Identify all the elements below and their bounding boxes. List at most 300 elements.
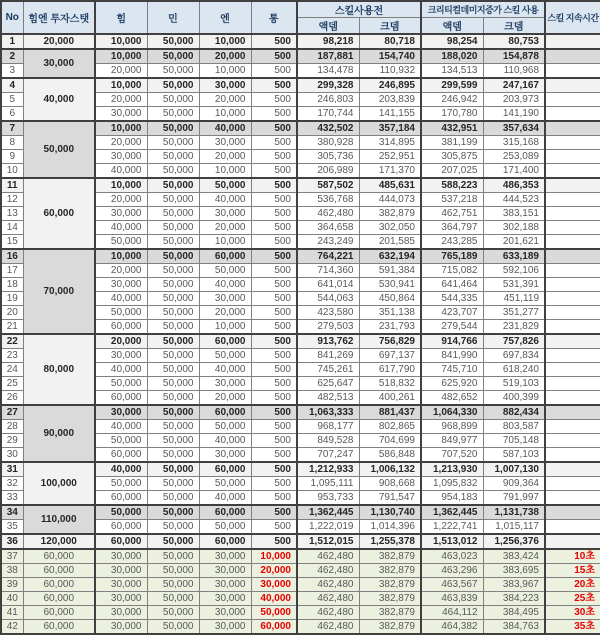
cell-atk-dmg-before[interactable]: 187,881 [297, 49, 359, 64]
cell-atk-dmg-after[interactable]: 423,707 [421, 306, 483, 320]
cell-min[interactable]: 50,000 [147, 221, 199, 235]
cell-him[interactable]: 60,000 [95, 320, 147, 335]
cell-crit-dmg-before[interactable]: 530,941 [359, 278, 421, 292]
cell-crit-dmg-after[interactable]: 315,168 [483, 136, 545, 150]
cell-tong[interactable]: 500 [251, 363, 297, 377]
cell-crit-dmg-after[interactable]: 909,364 [483, 477, 545, 491]
cell-crit-dmg-before[interactable]: 881,437 [359, 405, 421, 420]
cell-atk-dmg-before[interactable]: 953,733 [297, 491, 359, 506]
cell-no[interactable]: 10 [1, 164, 23, 179]
cell-him[interactable]: 40,000 [95, 164, 147, 179]
cell-en[interactable]: 20,000 [199, 391, 251, 406]
cell-tong[interactable]: 40,000 [251, 592, 297, 606]
cell-tong[interactable]: 500 [251, 306, 297, 320]
cell-duration[interactable]: 35초 [545, 620, 600, 635]
cell-min[interactable]: 50,000 [147, 34, 199, 49]
cell-crit-dmg-after[interactable]: 247,167 [483, 78, 545, 93]
cell-him[interactable]: 60,000 [95, 534, 147, 549]
cell-tong[interactable]: 500 [251, 434, 297, 448]
cell-no[interactable]: 36 [1, 534, 23, 549]
cell-min[interactable]: 50,000 [147, 420, 199, 434]
cell-min[interactable]: 50,000 [147, 620, 199, 635]
cell-min[interactable]: 50,000 [147, 178, 199, 193]
cell-crit-dmg-before[interactable]: 231,793 [359, 320, 421, 335]
cell-no[interactable]: 19 [1, 292, 23, 306]
cell-atk-dmg-after[interactable]: 188,020 [421, 49, 483, 64]
cell-him[interactable]: 30,000 [95, 150, 147, 164]
cell-crit-dmg-before[interactable]: 382,879 [359, 564, 421, 578]
cell-no[interactable]: 25 [1, 377, 23, 391]
cell-him[interactable]: 60,000 [95, 448, 147, 463]
cell-invest-stat[interactable]: 60,000 [23, 178, 95, 249]
cell-tong[interactable]: 500 [251, 349, 297, 363]
cell-tong[interactable]: 500 [251, 164, 297, 179]
cell-duration[interactable] [545, 207, 600, 221]
cell-en[interactable]: 40,000 [199, 121, 251, 136]
cell-min[interactable]: 50,000 [147, 292, 199, 306]
cell-him[interactable]: 20,000 [95, 64, 147, 79]
cell-crit-dmg-after[interactable]: 171,400 [483, 164, 545, 179]
cell-crit-dmg-before[interactable]: 110,932 [359, 64, 421, 79]
cell-min[interactable]: 50,000 [147, 391, 199, 406]
cell-min[interactable]: 50,000 [147, 64, 199, 79]
cell-tong[interactable]: 10,000 [251, 549, 297, 564]
cell-min[interactable]: 50,000 [147, 549, 199, 564]
cell-no[interactable]: 33 [1, 491, 23, 506]
cell-duration[interactable] [545, 193, 600, 207]
cell-min[interactable]: 50,000 [147, 377, 199, 391]
cell-crit-dmg-before[interactable]: 1,014,396 [359, 520, 421, 535]
cell-crit-dmg-after[interactable]: 705,148 [483, 434, 545, 448]
cell-no[interactable]: 39 [1, 578, 23, 592]
cell-min[interactable]: 50,000 [147, 207, 199, 221]
cell-atk-dmg-before[interactable]: 246,803 [297, 93, 359, 107]
cell-en[interactable]: 10,000 [199, 164, 251, 179]
cell-atk-dmg-before[interactable]: 279,503 [297, 320, 359, 335]
cell-crit-dmg-before[interactable]: 485,631 [359, 178, 421, 193]
col-header-tong[interactable]: 통 [251, 1, 297, 34]
cell-crit-dmg-after[interactable]: 231,829 [483, 320, 545, 335]
cell-crit-dmg-before[interactable]: 444,073 [359, 193, 421, 207]
cell-tong[interactable]: 500 [251, 278, 297, 292]
cell-no[interactable]: 1 [1, 34, 23, 49]
cell-him[interactable]: 30,000 [95, 207, 147, 221]
cell-no[interactable]: 23 [1, 349, 23, 363]
cell-no[interactable]: 32 [1, 477, 23, 491]
cell-crit-dmg-after[interactable]: 80,753 [483, 34, 545, 49]
cell-no[interactable]: 14 [1, 221, 23, 235]
cell-min[interactable]: 50,000 [147, 320, 199, 335]
cell-no[interactable]: 8 [1, 136, 23, 150]
cell-atk-dmg-after[interactable]: 482,652 [421, 391, 483, 406]
cell-invest-stat[interactable]: 30,000 [23, 49, 95, 78]
cell-crit-dmg-before[interactable]: 171,370 [359, 164, 421, 179]
cell-him[interactable]: 40,000 [95, 462, 147, 477]
cell-duration[interactable] [545, 505, 600, 520]
cell-atk-dmg-after[interactable]: 765,189 [421, 249, 483, 264]
cell-him[interactable]: 50,000 [95, 377, 147, 391]
cell-him[interactable]: 30,000 [95, 278, 147, 292]
cell-duration[interactable] [545, 477, 600, 491]
cell-crit-dmg-before[interactable]: 382,879 [359, 549, 421, 564]
cell-no[interactable]: 35 [1, 520, 23, 535]
cell-en[interactable]: 50,000 [199, 178, 251, 193]
cell-crit-dmg-before[interactable]: 791,547 [359, 491, 421, 506]
cell-atk-dmg-before[interactable]: 462,480 [297, 207, 359, 221]
cell-crit-dmg-after[interactable]: 154,878 [483, 49, 545, 64]
cell-atk-dmg-after[interactable]: 849,977 [421, 434, 483, 448]
cell-atk-dmg-before[interactable]: 462,480 [297, 549, 359, 564]
cell-no[interactable]: 11 [1, 178, 23, 193]
col-header-crit-dmg-before[interactable]: 크뎀 [359, 18, 421, 35]
cell-en[interactable]: 60,000 [199, 249, 251, 264]
cell-duration[interactable] [545, 462, 600, 477]
cell-atk-dmg-before[interactable]: 423,580 [297, 306, 359, 320]
cell-him[interactable]: 40,000 [95, 221, 147, 235]
cell-tong[interactable]: 30,000 [251, 578, 297, 592]
cell-tong[interactable]: 500 [251, 121, 297, 136]
cell-atk-dmg-after[interactable]: 246,942 [421, 93, 483, 107]
cell-crit-dmg-before[interactable]: 382,879 [359, 592, 421, 606]
cell-invest-stat[interactable]: 60,000 [23, 592, 95, 606]
cell-crit-dmg-before[interactable]: 1,006,132 [359, 462, 421, 477]
col-header-atk-dmg-before[interactable]: 액뎀 [297, 18, 359, 35]
cell-atk-dmg-before[interactable]: 913,762 [297, 334, 359, 349]
cell-duration[interactable] [545, 136, 600, 150]
cell-duration[interactable] [545, 306, 600, 320]
cell-crit-dmg-after[interactable]: 531,391 [483, 278, 545, 292]
cell-atk-dmg-before[interactable]: 764,221 [297, 249, 359, 264]
cell-crit-dmg-before[interactable]: 252,951 [359, 150, 421, 164]
cell-crit-dmg-after[interactable]: 519,103 [483, 377, 545, 391]
cell-atk-dmg-before[interactable]: 714,360 [297, 264, 359, 278]
cell-duration[interactable] [545, 93, 600, 107]
cell-no[interactable]: 26 [1, 391, 23, 406]
cell-min[interactable]: 50,000 [147, 193, 199, 207]
cell-atk-dmg-after[interactable]: 98,254 [421, 34, 483, 49]
cell-crit-dmg-before[interactable]: 382,879 [359, 620, 421, 635]
cell-tong[interactable]: 500 [251, 78, 297, 93]
cell-en[interactable]: 10,000 [199, 34, 251, 49]
cell-tong[interactable]: 500 [251, 334, 297, 349]
cell-him[interactable]: 10,000 [95, 121, 147, 136]
cell-crit-dmg-after[interactable]: 1,131,738 [483, 505, 545, 520]
cell-crit-dmg-after[interactable]: 351,277 [483, 306, 545, 320]
cell-atk-dmg-after[interactable]: 464,112 [421, 606, 483, 620]
cell-duration[interactable] [545, 405, 600, 420]
cell-crit-dmg-after[interactable]: 302,188 [483, 221, 545, 235]
cell-duration[interactable] [545, 391, 600, 406]
cell-tong[interactable]: 500 [251, 520, 297, 535]
cell-atk-dmg-before[interactable]: 536,768 [297, 193, 359, 207]
cell-tong[interactable]: 500 [251, 150, 297, 164]
cell-min[interactable]: 50,000 [147, 278, 199, 292]
cell-crit-dmg-before[interactable]: 357,184 [359, 121, 421, 136]
cell-him[interactable]: 40,000 [95, 292, 147, 306]
cell-duration[interactable] [545, 121, 600, 136]
cell-atk-dmg-before[interactable]: 707,247 [297, 448, 359, 463]
cell-no[interactable]: 34 [1, 505, 23, 520]
cell-en[interactable]: 30,000 [199, 292, 251, 306]
cell-min[interactable]: 50,000 [147, 349, 199, 363]
cell-en[interactable]: 30,000 [199, 448, 251, 463]
cell-duration[interactable] [545, 377, 600, 391]
cell-en[interactable]: 40,000 [199, 491, 251, 506]
cell-tong[interactable]: 500 [251, 448, 297, 463]
cell-min[interactable]: 50,000 [147, 434, 199, 448]
cell-no[interactable]: 3 [1, 64, 23, 79]
cell-en[interactable]: 60,000 [199, 462, 251, 477]
cell-min[interactable]: 50,000 [147, 592, 199, 606]
cell-atk-dmg-after[interactable]: 745,710 [421, 363, 483, 377]
cell-him[interactable]: 60,000 [95, 520, 147, 535]
cell-invest-stat[interactable]: 40,000 [23, 78, 95, 121]
cell-atk-dmg-after[interactable]: 841,990 [421, 349, 483, 363]
cell-invest-stat[interactable]: 60,000 [23, 564, 95, 578]
cell-duration[interactable] [545, 164, 600, 179]
cell-crit-dmg-before[interactable]: 80,718 [359, 34, 421, 49]
cell-crit-dmg-after[interactable]: 618,240 [483, 363, 545, 377]
cell-crit-dmg-before[interactable]: 246,895 [359, 78, 421, 93]
cell-atk-dmg-after[interactable]: 463,296 [421, 564, 483, 578]
cell-him[interactable]: 50,000 [95, 477, 147, 491]
cell-crit-dmg-after[interactable]: 1,256,376 [483, 534, 545, 549]
cell-atk-dmg-after[interactable]: 954,183 [421, 491, 483, 506]
cell-min[interactable]: 50,000 [147, 334, 199, 349]
cell-no[interactable]: 20 [1, 306, 23, 320]
cell-en[interactable]: 40,000 [199, 363, 251, 377]
cell-him[interactable]: 20,000 [95, 136, 147, 150]
cell-him[interactable]: 50,000 [95, 505, 147, 520]
cell-en[interactable]: 30,000 [199, 136, 251, 150]
cell-tong[interactable]: 500 [251, 249, 297, 264]
cell-him[interactable]: 10,000 [95, 78, 147, 93]
cell-atk-dmg-before[interactable]: 462,480 [297, 592, 359, 606]
col-header-crit-skill[interactable]: 크리티컬데미지증가 스킬 사용 [421, 1, 545, 18]
cell-min[interactable]: 50,000 [147, 564, 199, 578]
cell-crit-dmg-before[interactable]: 802,865 [359, 420, 421, 434]
cell-crit-dmg-after[interactable]: 201,621 [483, 235, 545, 250]
cell-atk-dmg-after[interactable]: 299,599 [421, 78, 483, 93]
cell-atk-dmg-before[interactable]: 462,480 [297, 564, 359, 578]
cell-tong[interactable]: 500 [251, 34, 297, 49]
cell-crit-dmg-after[interactable]: 384,495 [483, 606, 545, 620]
cell-atk-dmg-before[interactable]: 849,528 [297, 434, 359, 448]
cell-invest-stat[interactable]: 80,000 [23, 334, 95, 405]
cell-invest-stat[interactable]: 120,000 [23, 534, 95, 549]
cell-atk-dmg-after[interactable]: 1,362,445 [421, 505, 483, 520]
cell-tong[interactable]: 500 [251, 207, 297, 221]
col-header-invest-stat[interactable]: 힘엔 투자스탯 [23, 1, 95, 34]
cell-tong[interactable]: 500 [251, 193, 297, 207]
col-header-no[interactable]: No [1, 1, 23, 34]
cell-invest-stat[interactable]: 60,000 [23, 549, 95, 564]
cell-atk-dmg-after[interactable]: 432,951 [421, 121, 483, 136]
cell-atk-dmg-after[interactable]: 1,513,012 [421, 534, 483, 549]
cell-crit-dmg-after[interactable]: 592,106 [483, 264, 545, 278]
cell-crit-dmg-after[interactable]: 383,424 [483, 549, 545, 564]
cell-tong[interactable]: 500 [251, 534, 297, 549]
cell-en[interactable]: 50,000 [199, 264, 251, 278]
cell-duration[interactable] [545, 235, 600, 250]
cell-en[interactable]: 30,000 [199, 578, 251, 592]
cell-crit-dmg-before[interactable]: 518,832 [359, 377, 421, 391]
cell-no[interactable]: 2 [1, 49, 23, 64]
cell-crit-dmg-before[interactable]: 450,864 [359, 292, 421, 306]
cell-en[interactable]: 40,000 [199, 193, 251, 207]
cell-atk-dmg-before[interactable]: 544,063 [297, 292, 359, 306]
cell-him[interactable]: 30,000 [95, 592, 147, 606]
cell-crit-dmg-before[interactable]: 756,829 [359, 334, 421, 349]
cell-en[interactable]: 50,000 [199, 477, 251, 491]
cell-tong[interactable]: 500 [251, 93, 297, 107]
cell-tong[interactable]: 500 [251, 235, 297, 250]
cell-crit-dmg-after[interactable]: 757,826 [483, 334, 545, 349]
cell-no[interactable]: 12 [1, 193, 23, 207]
cell-tong[interactable]: 50,000 [251, 606, 297, 620]
cell-crit-dmg-before[interactable]: 400,261 [359, 391, 421, 406]
cell-no[interactable]: 22 [1, 334, 23, 349]
cell-crit-dmg-after[interactable]: 1,015,117 [483, 520, 545, 535]
cell-en[interactable]: 20,000 [199, 306, 251, 320]
cell-atk-dmg-before[interactable]: 462,480 [297, 578, 359, 592]
cell-atk-dmg-after[interactable]: 707,520 [421, 448, 483, 463]
cell-crit-dmg-after[interactable]: 383,967 [483, 578, 545, 592]
cell-crit-dmg-after[interactable]: 697,834 [483, 349, 545, 363]
cell-no[interactable]: 40 [1, 592, 23, 606]
cell-en[interactable]: 40,000 [199, 434, 251, 448]
cell-duration[interactable] [545, 292, 600, 306]
cell-en[interactable]: 50,000 [199, 420, 251, 434]
cell-crit-dmg-before[interactable]: 704,699 [359, 434, 421, 448]
cell-atk-dmg-before[interactable]: 170,744 [297, 107, 359, 122]
cell-crit-dmg-after[interactable]: 444,523 [483, 193, 545, 207]
cell-no[interactable]: 7 [1, 121, 23, 136]
cell-invest-stat[interactable]: 60,000 [23, 606, 95, 620]
cell-him[interactable]: 40,000 [95, 420, 147, 434]
cell-crit-dmg-after[interactable]: 383,151 [483, 207, 545, 221]
cell-crit-dmg-after[interactable]: 633,189 [483, 249, 545, 264]
cell-crit-dmg-after[interactable]: 587,103 [483, 448, 545, 463]
cell-crit-dmg-before[interactable]: 908,668 [359, 477, 421, 491]
cell-atk-dmg-after[interactable]: 463,023 [421, 549, 483, 564]
cell-atk-dmg-before[interactable]: 364,658 [297, 221, 359, 235]
cell-en[interactable]: 30,000 [199, 207, 251, 221]
cell-atk-dmg-after[interactable]: 1,222,741 [421, 520, 483, 535]
cell-en[interactable]: 30,000 [199, 564, 251, 578]
cell-min[interactable]: 50,000 [147, 306, 199, 320]
cell-tong[interactable]: 500 [251, 49, 297, 64]
cell-crit-dmg-before[interactable]: 382,879 [359, 207, 421, 221]
cell-atk-dmg-before[interactable]: 1,063,333 [297, 405, 359, 420]
cell-crit-dmg-after[interactable]: 141,190 [483, 107, 545, 122]
cell-crit-dmg-after[interactable]: 486,353 [483, 178, 545, 193]
cell-atk-dmg-after[interactable]: 364,797 [421, 221, 483, 235]
cell-atk-dmg-before[interactable]: 1,212,933 [297, 462, 359, 477]
cell-no[interactable]: 17 [1, 264, 23, 278]
cell-atk-dmg-after[interactable]: 968,899 [421, 420, 483, 434]
cell-en[interactable]: 10,000 [199, 107, 251, 122]
col-header-min[interactable]: 민 [147, 1, 199, 34]
cell-en[interactable]: 20,000 [199, 150, 251, 164]
cell-no[interactable]: 4 [1, 78, 23, 93]
cell-min[interactable]: 50,000 [147, 121, 199, 136]
cell-min[interactable]: 50,000 [147, 136, 199, 150]
cell-duration[interactable]: 10초 [545, 549, 600, 564]
cell-him[interactable]: 30,000 [95, 107, 147, 122]
cell-min[interactable]: 50,000 [147, 448, 199, 463]
cell-crit-dmg-after[interactable]: 383,695 [483, 564, 545, 578]
cell-atk-dmg-before[interactable]: 134,478 [297, 64, 359, 79]
cell-crit-dmg-before[interactable]: 1,255,378 [359, 534, 421, 549]
cell-no[interactable]: 38 [1, 564, 23, 578]
cell-min[interactable]: 50,000 [147, 78, 199, 93]
cell-atk-dmg-after[interactable]: 1,213,930 [421, 462, 483, 477]
cell-atk-dmg-after[interactable]: 588,223 [421, 178, 483, 193]
cell-atk-dmg-after[interactable]: 1,064,330 [421, 405, 483, 420]
cell-atk-dmg-before[interactable]: 745,261 [297, 363, 359, 377]
cell-him[interactable]: 50,000 [95, 434, 147, 448]
cell-atk-dmg-before[interactable]: 1,362,445 [297, 505, 359, 520]
cell-no[interactable]: 41 [1, 606, 23, 620]
cell-min[interactable]: 50,000 [147, 107, 199, 122]
cell-atk-dmg-after[interactable]: 305,875 [421, 150, 483, 164]
cell-duration[interactable] [545, 264, 600, 278]
cell-min[interactable]: 50,000 [147, 505, 199, 520]
cell-crit-dmg-after[interactable]: 451,119 [483, 292, 545, 306]
cell-crit-dmg-before[interactable]: 697,137 [359, 349, 421, 363]
cell-him[interactable]: 10,000 [95, 49, 147, 64]
cell-en[interactable]: 60,000 [199, 334, 251, 349]
cell-duration[interactable] [545, 64, 600, 79]
cell-min[interactable]: 50,000 [147, 235, 199, 250]
cell-duration[interactable]: 25초 [545, 592, 600, 606]
cell-duration[interactable] [545, 534, 600, 549]
cell-tong[interactable]: 500 [251, 320, 297, 335]
cell-crit-dmg-before[interactable]: 632,194 [359, 249, 421, 264]
cell-atk-dmg-after[interactable]: 243,285 [421, 235, 483, 250]
cell-atk-dmg-before[interactable]: 462,480 [297, 606, 359, 620]
cell-him[interactable]: 30,000 [95, 549, 147, 564]
cell-min[interactable]: 50,000 [147, 534, 199, 549]
cell-min[interactable]: 50,000 [147, 93, 199, 107]
col-header-atk-dmg-after[interactable]: 액뎀 [421, 18, 483, 35]
cell-crit-dmg-after[interactable]: 253,089 [483, 150, 545, 164]
cell-crit-dmg-before[interactable]: 617,790 [359, 363, 421, 377]
cell-min[interactable]: 50,000 [147, 491, 199, 506]
cell-him[interactable]: 10,000 [95, 249, 147, 264]
cell-tong[interactable]: 500 [251, 491, 297, 506]
cell-duration[interactable] [545, 249, 600, 264]
cell-en[interactable]: 20,000 [199, 221, 251, 235]
cell-no[interactable]: 9 [1, 150, 23, 164]
cell-no[interactable]: 27 [1, 405, 23, 420]
cell-tong[interactable]: 500 [251, 107, 297, 122]
cell-duration[interactable]: 15초 [545, 564, 600, 578]
cell-min[interactable]: 50,000 [147, 405, 199, 420]
cell-atk-dmg-after[interactable]: 625,920 [421, 377, 483, 391]
cell-atk-dmg-before[interactable]: 1,222,019 [297, 520, 359, 535]
cell-duration[interactable] [545, 491, 600, 506]
cell-crit-dmg-before[interactable]: 591,384 [359, 264, 421, 278]
cell-min[interactable]: 50,000 [147, 264, 199, 278]
cell-invest-stat[interactable]: 100,000 [23, 462, 95, 505]
cell-crit-dmg-after[interactable]: 400,399 [483, 391, 545, 406]
cell-atk-dmg-after[interactable]: 279,544 [421, 320, 483, 335]
cell-tong[interactable]: 500 [251, 505, 297, 520]
cell-him[interactable]: 50,000 [95, 306, 147, 320]
cell-tong[interactable]: 500 [251, 462, 297, 477]
